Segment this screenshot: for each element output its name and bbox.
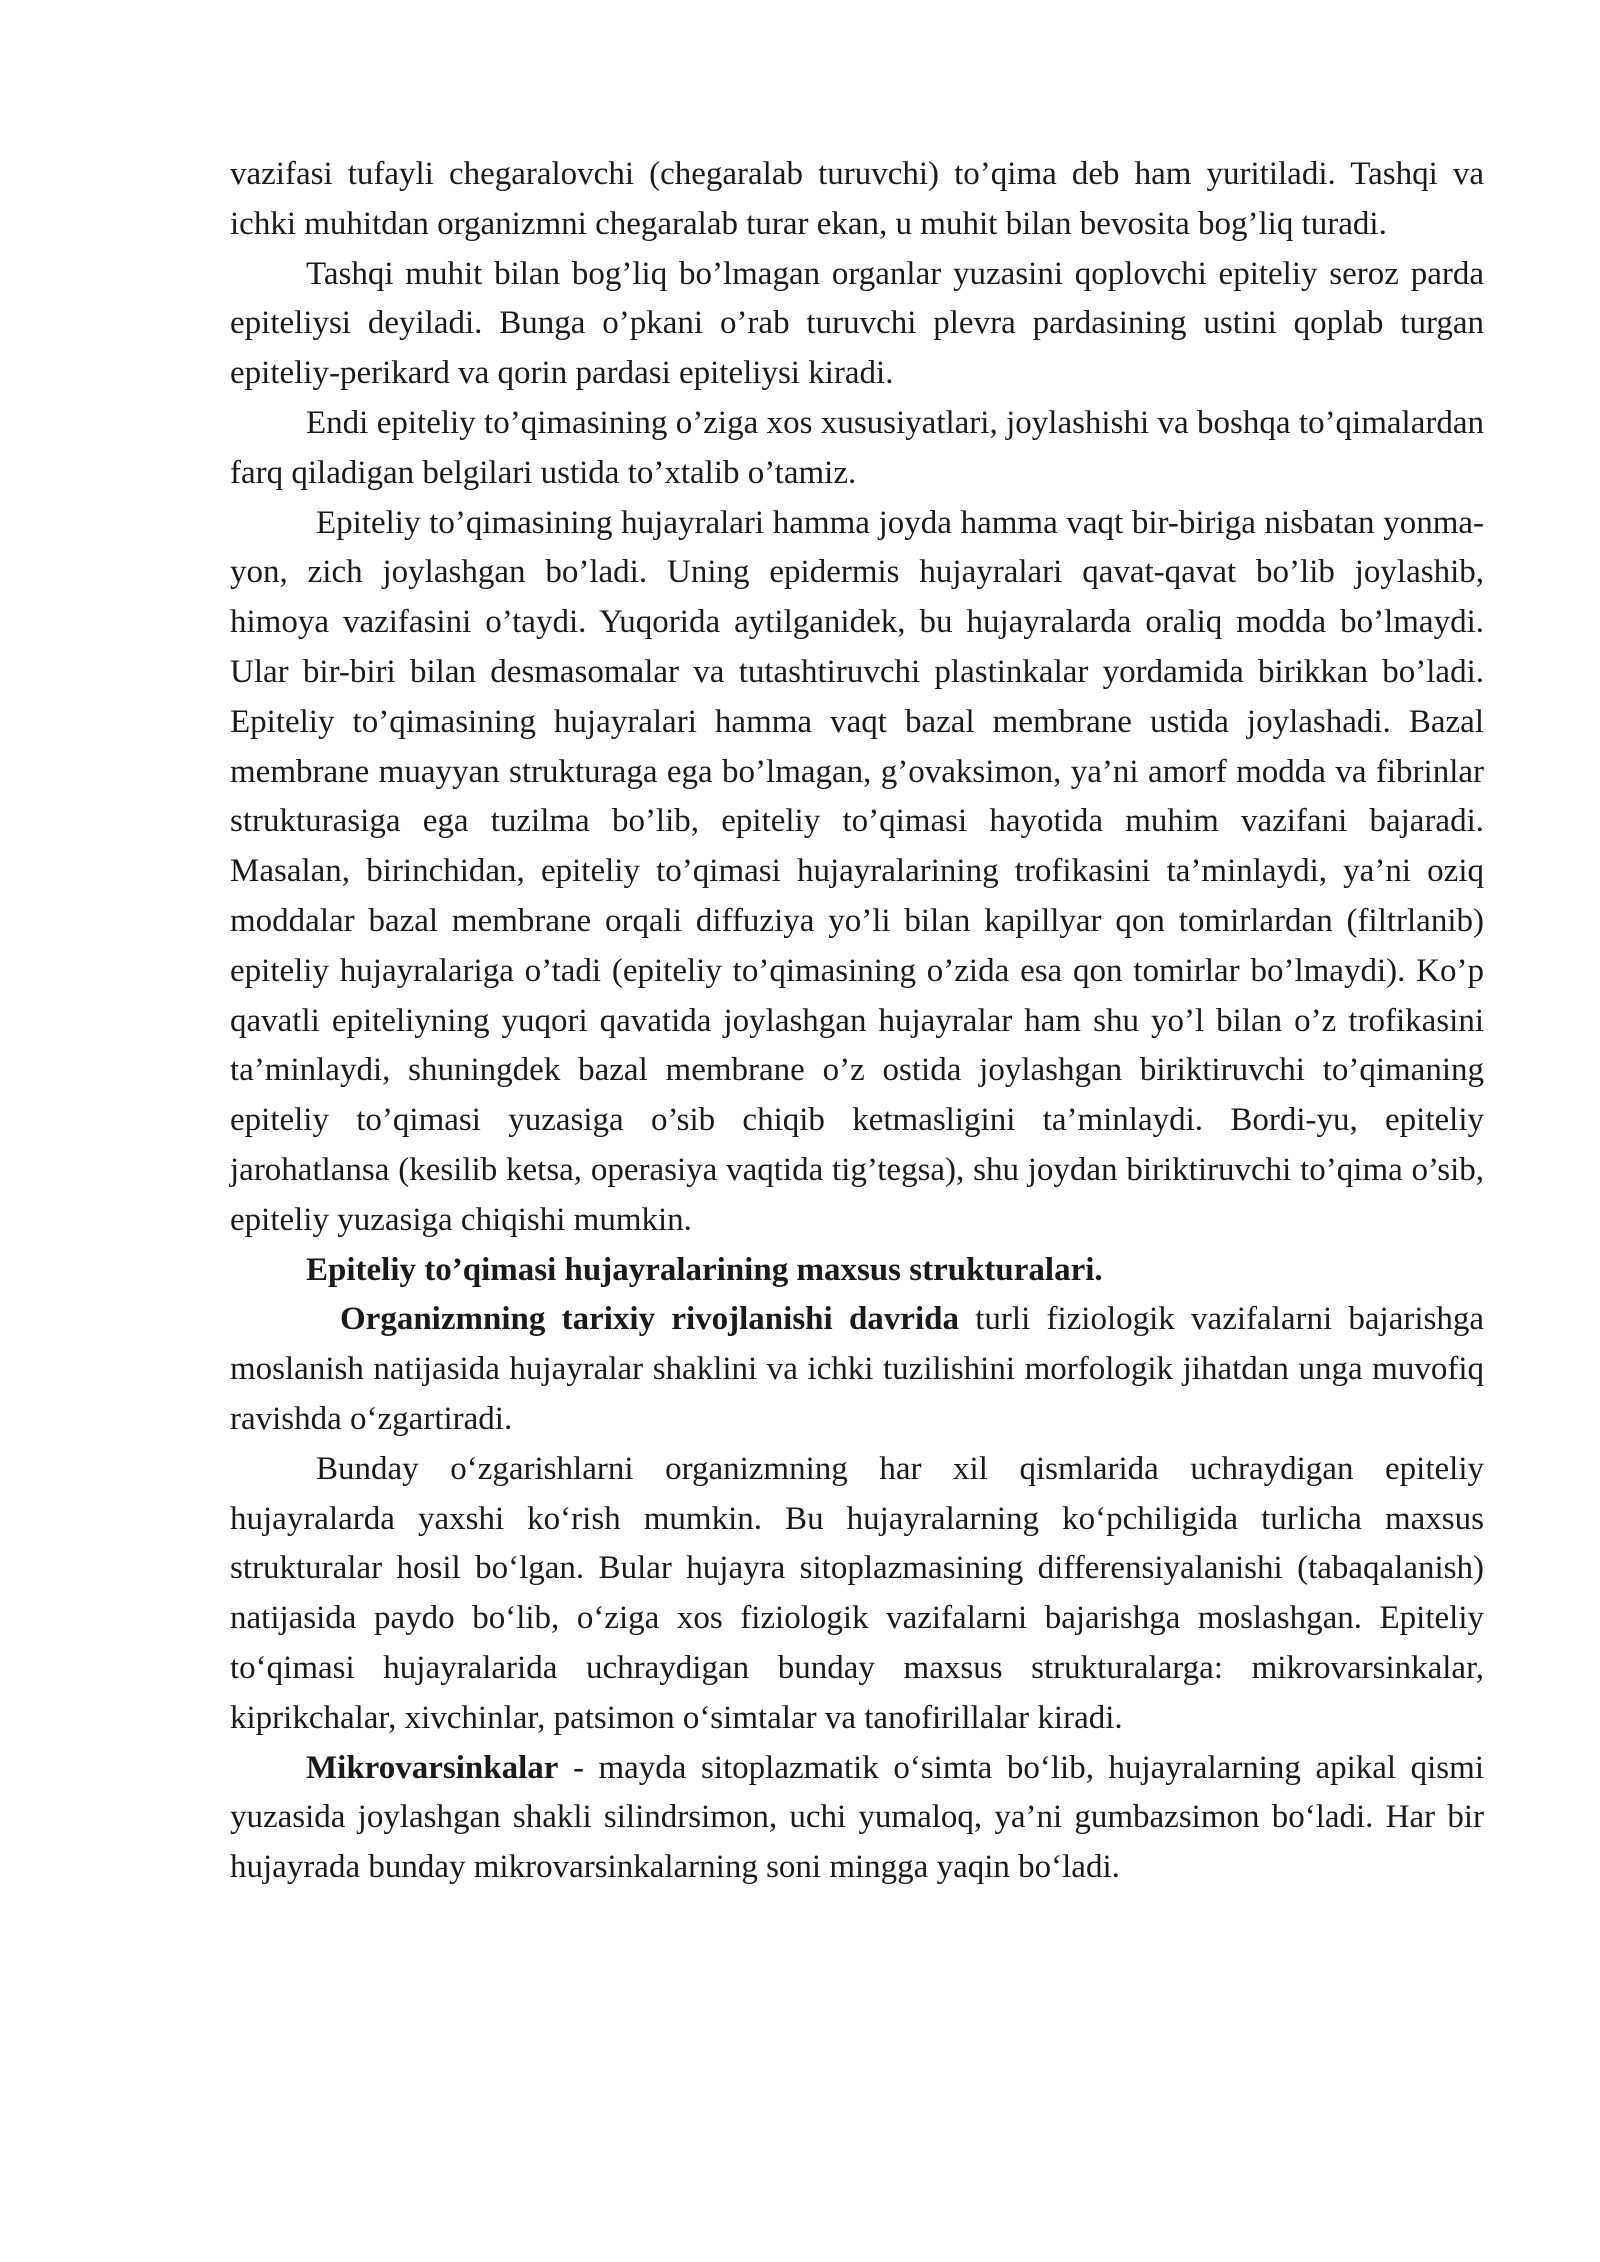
section-heading: Epiteliy to’qimasi hujayralarining maxsus strukturalari. [306, 1251, 1103, 1288]
paragraph-text: - mayda sitoplazmatik oʻsimta boʻlib, hujayralarning apikal qismi yuzasida joylashgan shakli silindrsimon, uchi yumaloq, ya’ni gumbazsimon boʻladi. Har bir hujayrada bunday mikrovarsinkalarning soni mingga yaqin boʻladi. [230, 1749, 1484, 1886]
bold-term: Mikrovarsinkalar [306, 1749, 559, 1786]
paragraph-seroz-epiteliy: Tashqi muhit bilan bog’liq bo’lmagan organlar yuzasini qoplovchi epiteliy seroz parda epiteliysi deyiladi. Bunga o’pkani o’rab turuvchi plevra pardasining ustini qoplab turgan epiteliy-perikard va qorin pardasi epiteliysi kiradi. [230, 255, 1484, 392]
paragraph-mikrovarsinkalar [230, 1744, 1484, 1893]
bold-phrase: Organizmning tarixiy rivojlanishi davrida [340, 1301, 959, 1338]
paragraph-text: turli fiziologik vazifalarni bajarishga moslanish natijasida hujayralar shaklini va ichki tuzilishini morfologik jihatdan unga muvofiq ravishda oʻzgartiradi. [230, 1301, 1484, 1437]
document-page [230, 150, 1484, 1893]
paragraph-xususiyatlar: Endi epiteliy to’qimasining o’ziga xos xususiyatlari, joylashishi va boshqa to’qimalardan farq qiladigan belgilari ustida to’xtalib o’tamiz. [230, 404, 1484, 491]
paragraph-hujayralar: Epiteliy to’qimasining hujayralari hamma joyda hamma vaqt bir-biriga nisbatan yonma-yon, zich joylashgan bo’ladi. Uning epidermis hujayralari qavat-qavat bo’lib joylashib, himoya vazifasini o’taydi. Yuqorida aytilganidek, bu hujayralarda oraliq modda bo’lmaydi. Ular bir-biri bilan desmasomalar va tutashtiruvchi plastinkalar yordamida birikkan bo’ladi. Epiteliy to’qimasining hujayralari hamma vaqt bazal membrane ustida joylashadi. Bazal membrane muayyan strukturaga ega bo’lmagan, g’ovaksimon, ya’ni amorf modda va fibrinlar strukturasiga ega tuzilma bo’lib, epiteliy to’qimasi hayotida muhim vazifani bajaradi. Masalan, birinchidan, epiteliy to’qimasi hujayralarining trofikasini ta’minlaydi, ya’ni oziq moddalar bazal membrane orqali diffuziya yo’li bilan kapillyar qon tomirlardan (filtrlanib) epiteliy hujayralariga o’tadi (epiteliy to’qimasining o’zida esa qon tomirlar bo’lmaydi). Ko’p qavatli epiteliyning yuqori qavatida joylashgan hujayralar ham shu yo’l bilan o’z trofikasini ta’minlaydi, shuningdek bazal membrane o’z ostida joylashgan biriktiruvchi to’qimaning epiteliy to’qimasi yuzasiga o’sib chiqib ketmasligini ta’minlaydi. Bordi-yu, epiteliy jarohatlansa (kesilib ketsa, operasiya vaqtida tig’tegsa), shu joydan biriktiruvchi to’qima o’sib, epiteliy yuzasiga chiqishi mumkin. [230, 504, 1484, 1238]
paragraph-tarixiy-rivojlanish [230, 1295, 1484, 1444]
paragraph-continuation: vazifasi tufayli chegaralovchi (chegaralab turuvchi) to’qima deb ham yuritiladi. Tashqi va ichki muhitdan organizmni chegaralab turar ekan, u muhit bilan bevosita bog’liq turadi. [230, 156, 1484, 242]
paragraph-ozgarishlar: Bunday oʻzgarishlarni organizmning har xil qismlarida uchraydigan epiteliy hujayralarda yaxshi koʻrish mumkin. Bu hujayralarning koʻpchiligida turlicha maxsus strukturalar hosil boʻlgan. Bular hujayra sitoplazmasining differensiyalanishi (tabaqalanish) natijasida paydo boʻlib, oʻziga xos fiziologik vazifalarni bajarishga moslashgan. Epiteliy toʻqimasi hujayralarida uchraydigan bunday maxsus strukturalarga: mikrovarsinkalar, kiprikchalar, xivchinlar, patsimon oʻsimtalar va tanofirillalar kiradi. [230, 1450, 1484, 1736]
